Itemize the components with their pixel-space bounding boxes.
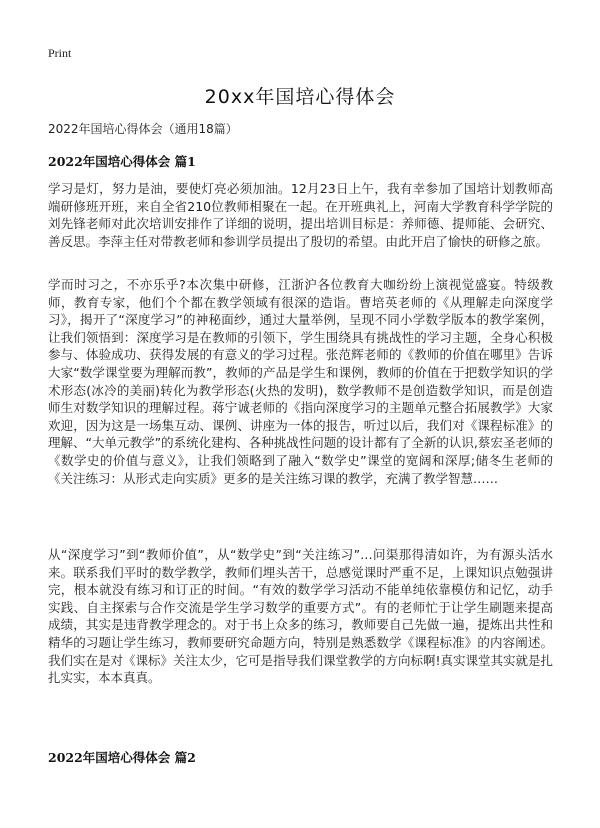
section-heading-1: 2022年国培心得体会 篇1 — [48, 154, 196, 169]
document-subtitle: 2022年国培心得体会（通用18篇） — [48, 122, 238, 136]
paragraph-2: 学而时习之，不亦乐乎?本次集中研修，江浙沪各位教育大咖纷纷上演视觉盛宴。特级教师，教育专家，他们个个都在教学领域有很深的造诣。曹培英老师的《从理解走向深度学习》，揭开了“深度学习”的神秘面纱，通过大量举例，呈现不同小学数学版本的教学案例，让我们领悟到：深度学习是在教师的引领下，学生围绕具有挑战性的学习主题，全身心积极参与、体验成功、获得发展的有意义的学习过程。张范辉老师的《教师的价值在哪里》告诉大家“数学课堂要为理解而教”，教师的产品是学生和课例，教师的价值在于把数学知识的学术形态(冰冷的美丽)转化为教学形态(火热的发明)，数学教师不是创造数学知识，而是创造师生对数学知识的理解过程。蒋宁诚老师的《指向深度学习的主题单元整合拓展教学》大家欢迎，因为这是一场集互动、课例、讲座为一体的报告，听过以后，我们对《课程标准》的理解、“大单元教学”的系统化建构、各种挑战性问题的设计都有了全新的认识,蔡宏圣老师的《数学史的价值与意义》，让我们领略到了融入“数学史”课堂的宽阔和深厚;储冬生老师的《关注练习：从形式走向实质》更多的是关注练习课的教学，充满了教学智慧…… — [48, 277, 553, 486]
document-title: 20xx年国培心得体会 — [204, 86, 396, 108]
section-heading-2: 2022年国培心得体会 篇2 — [48, 750, 196, 765]
paragraph-3: 从“深度学习”到“教师价值”，从“数学史”到“关注练习”…问渠那得清如许，为有源头活水来。联系我们平时的数学教学，教师们埋头苦干，总感觉课时严重不足，上课知识点勉强讲完，根本就没有练习和订正的时间。“有效的数学学习活动不能单纯依靠模仿和记忆，动手实践、自主探索与合作交流是学生学习数学的重要方式”。有的老师忙于让学生刷题来提高成绩，其实是违背教学理念的。对于书上众多的练习，教师要自己先做一遍，提炼出共性和精华的习题让学生练习，教师要研究命题方向，特别是熟悉数学《课程标准》的内容阐述。我们实在是对《课标》关注太少，它可是指导我们课堂教学的方向标啊!真实课堂其实就是扎扎实实，本本真真。 — [48, 547, 554, 686]
paragraph-1: 学习是灯，努力是油，要使灯亮必须加油。12月23日上午，我有幸参加了国培计划教师高端研修班开班，来自全省210位教师相聚在一起。在开班典礼上，河南大学教育科学学院的刘先锋老师对此次培训安排作了详细的说明，提出培训目标是：养师德、提师能、会研究、善反思。李萍主任对带教老师和参训学员提出了殷切的希望。由此开启了愉快的研修之旅。 — [48, 181, 553, 249]
print-link[interactable]: Print — [48, 46, 72, 60]
